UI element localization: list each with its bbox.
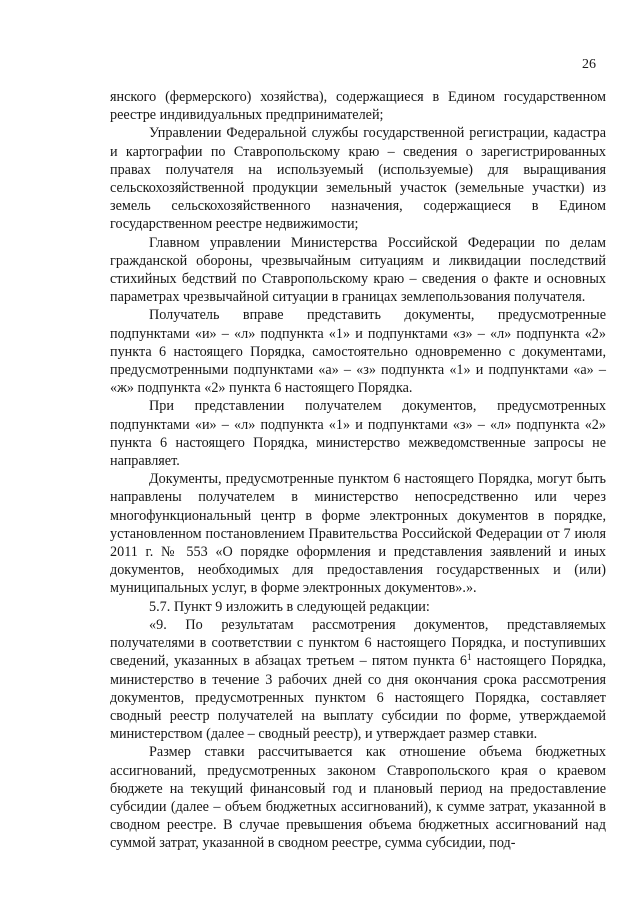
superscript: 1	[467, 652, 472, 663]
paragraph: При представлении получателем документов, предусмотренных подпунктами «и» – «л» подпункта «1» и подпунктами «з» – «л» подпункта «2» пункта 6 настоящего Порядка, министерство межведомственные запросы не направляет.	[110, 398, 606, 470]
document-body	[110, 88, 606, 853]
paragraph: янского (фермерского) хозяйства), содержащиеся в Едином государственном реестре индивидуальных предпринимателей;	[110, 89, 606, 124]
paragraph: Управлении Федеральной службы государственной регистрации, кадастра и картографии по Ставропольскому краю – сведения о зарегистрированных правах получателя на используемый (используемые) для выращивания сельскохозяйственной продукции земельный участок (земельные участки) из земель сельскохозяйственного назначения, содержащиеся в Едином государственном реестре недвижимости;	[110, 125, 606, 233]
paragraph: Получатель вправе представить документы, предусмотренные подпунктами «и» – «л» подпункта «1» и подпунктами «з» – «л» подпункта «2» пункта 6 настоящего Порядка, самостоятельно одновременно с документами, предусмотренными подпунктами «а» – «з» подпункта «1» и подпунктами «а» – «ж» подпункта «2» пункта 6 настоящего Порядка.	[110, 307, 606, 397]
paragraph: Главном управлении Министерства Российской Федерации по делам гражданской обороны, чрезвычайным ситуациям и ликвидации последствий стихийных бедствий по Ставропольскому краю – сведения о факте и основных параметрах чрезвычайной ситуации в границах землепользования получателя.	[110, 234, 606, 306]
page-number: 26	[582, 57, 596, 72]
paragraph	[110, 616, 606, 743]
paragraph: 5.7. Пункт 9 изложить в следующей редакции:	[149, 598, 430, 615]
paragraph-text: «9. По результатам рассмотрения документов, представляемых получателями в соответствии с пунктом 6 настоящего Порядка, и поступивших сведений, указанных в абзацах третьем – пятом пункта 6	[110, 616, 606, 670]
paragraph: Документы, предусмотренные пунктом 6 настоящего Порядка, могут быть направлены получателем в министерство непосредственно или через многофункциональный центр в форме электронных документов в порядке, установленном постановлением Правительства Российской Федерации от 7 июля 2011 г. № 553 «О порядке оформления и представления заявлений и иных документов, необходимых для предоставления государственных и (или) муниципальных услуг, в форме электронных документов».».	[110, 471, 606, 597]
paragraph: Размер ставки рассчитывается как отношение объема бюджетных ассигнований, предусмотренных законом Ставропольского края о краевом бюджете на текущий финансовый год и плановый период на предоставление субсидии (далее – объем бюджетных ассигнований), к сумме затрат, указанной в сводном реестре. В случае превышения объема бюджетных ассигнований над суммой затрат, указанной в сводном реестре, сумма субсидии, под-	[110, 744, 606, 852]
paragraph-text: настоящего Порядка, министерство в течение 3 рабочих дней со дня окончания срока рассмотрения документов, предусмотренных пунктом 6 настоящего Порядка, составляет сводный реестр получателей на выплату субсидии по форме, утверждаемой министерством (далее – сводный реестр), и утверждает размер ставки.	[110, 653, 606, 743]
